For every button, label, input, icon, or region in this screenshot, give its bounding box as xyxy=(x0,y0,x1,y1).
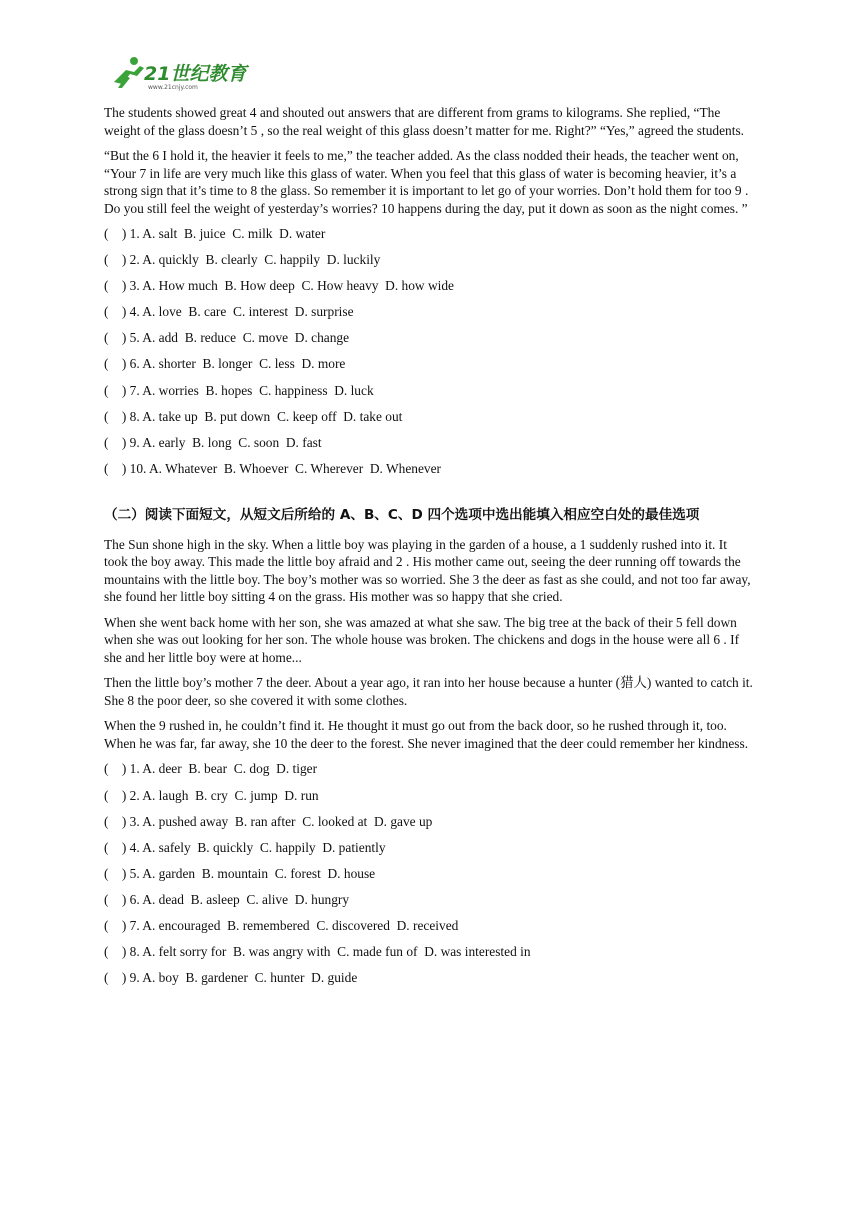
question-option-line: ( ) 9. A. boy B. gardener C. hunter D. guide xyxy=(104,970,358,986)
question-option-line: ( ) 6. A. dead B. asleep C. alive D. hungry xyxy=(104,891,350,907)
question-option-line: ( ) 1. A. salt B. juice C. milk D. water xyxy=(104,226,326,241)
passage1-paragraph-2: “But the 6 I hold it, the heavier it feels to me,” the teacher added. As the class nodded their heads, the teacher went on, “Your 7 in life are very much like this glass of water. When you feel that this glass of water is becoming heavier, it’s a strong sign that it’s time to 8 the glass. So remember it is important to let go of your worries. Don’t hold them for too 9 . Do you still feel the weight of yesterday’s worries? 10 happens during the day, put it down as soon as the night comes. ” xyxy=(104,148,749,216)
question-option-line: ( ) 4. A. safely B. quickly C. happily D. patiently xyxy=(104,839,386,855)
passage1-paragraph-1: The students showed great 4 and shouted out answers that are different from grams to kilograms. She replied, “The weight of the glass doesn’t 5 , so the real weight of this glass doesn’t matter for me. Right?” “Yes,” agreed the students. xyxy=(104,105,745,138)
passage2-paragraph-1: The Sun shone high in the sky. When a little boy was playing in the garden of a house, a 1 suddenly rushed into it. It took the boy away. This made the little boy afraid and 2 . His mother came out, seeing the deer running off towards the mountains with the little boy. The boy’s mother was so worried. She 3 the deer as fast as she could, and not too far away, she found her little boy sitting 4 on the grass. His mother was so happy that she cried. xyxy=(104,536,751,605)
passage2-paragraph-3: Then the little boy’s mother 7 the deer. About a year ago, it ran into her house because a hunter (猎人) wanted to catch it. She 8 the poor deer, so she covered it with some clothes. xyxy=(104,675,753,708)
question-option-line: ( ) 5. A. garden B. mountain C. forest D. house xyxy=(104,865,376,881)
question-option-line: ( ) 10. A. Whatever B. Whoever C. Wherever D. Whenever xyxy=(104,460,442,476)
question-option-line: ( ) 2. A. quickly B. clearly C. happily D. luckily xyxy=(104,252,381,268)
passage2-options xyxy=(104,760,754,995)
question-option-line: ( ) 8. A. felt sorry for B. was angry with C. made fun of D. was interested in xyxy=(104,944,531,960)
passage2-paragraph-2: When she went back home with her son, she was amazed at what she saw. The big tree at the back of their 5 fell down when she was out looking for her son. The whole house was broken. The chickens and dogs in the house were all 6 . If she and her little boy were at home... xyxy=(104,614,740,665)
svg-text:www.21cnjy.com: www.21cnjy.com xyxy=(148,84,198,91)
logo xyxy=(104,52,254,92)
question-option-line: ( ) 6. A. shorter B. longer C. less D. more xyxy=(104,356,346,372)
question-option-line: ( ) 7. A. encouraged B. remembered C. discovered D. received xyxy=(104,918,459,933)
question-option-line: ( ) 7. A. worries B. hopes C. happiness D. luck xyxy=(104,382,374,398)
question-option-line: ( ) 4. A. love B. care C. interest D. surprise xyxy=(104,304,354,320)
question-option-line: ( ) 5. A. add B. reduce C. move D. change xyxy=(104,330,350,346)
section-heading: （二）阅读下面短文，从短文后所给的 A、B、C、D 四个选项中选出能填入相应空白处的最佳选项 xyxy=(104,506,700,523)
passage1-options xyxy=(104,225,754,486)
question-option-line: ( ) 8. A. take up B. put down C. keep off D. take out xyxy=(104,408,403,424)
question-option-line: ( ) 1. A. deer B. bear C. dog D. tiger xyxy=(104,761,318,777)
svg-text:21世纪教育: 21世纪教育 xyxy=(144,63,247,85)
question-option-line: ( ) 3. A. pushed away B. ran after C. looked at D. gave up xyxy=(104,813,433,829)
question-option-line: ( ) 3. A. How much B. How deep C. How heavy D. how wide xyxy=(104,278,454,294)
passage2-paragraph-4: When the 9 rushed in, he couldn’t find it. He thought it must go out from the back door, so he rushed through it, too. When he was far, far away, she 10 the deer to the forest. She never imagined that the deer could remember her kindness. xyxy=(104,718,749,751)
question-option-line: ( ) 2. A. laugh B. cry C. jump D. run xyxy=(104,787,319,803)
runner-logo-icon xyxy=(104,52,254,92)
document-body xyxy=(104,104,754,995)
question-option-line: ( ) 9. A. early B. long C. soon D. fast xyxy=(104,434,322,450)
